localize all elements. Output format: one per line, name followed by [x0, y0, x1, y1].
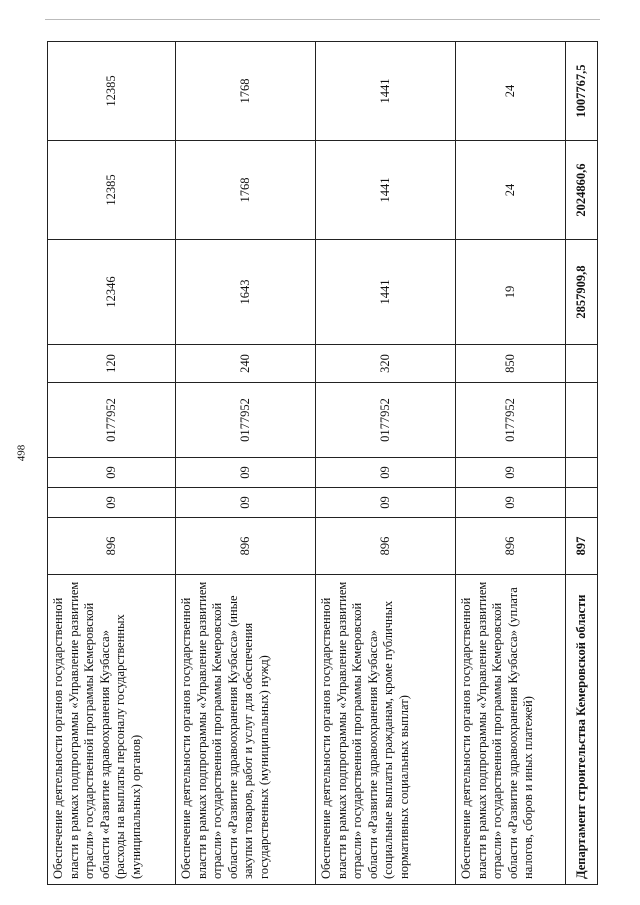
subsection-code: 09: [48, 458, 176, 488]
row-description: Обеспечение деятельности органов государственной власти в рамках подпрограммы «Управление развитием отрасли» государственной программы Кемеровской области «Развитие здравоохранения Кузбасса» (уплата налогов, сборов и иных платежей): [456, 575, 566, 885]
expense-type-code: 120: [48, 345, 176, 383]
table-row: [316, 42, 456, 885]
subsection-code: 09: [316, 458, 456, 488]
ministry-code: 896: [48, 518, 176, 575]
ministry-code: 896: [176, 518, 316, 575]
amount-2: 2024860,6: [566, 141, 598, 240]
amount-1: 12346: [48, 240, 176, 345]
subsection-code: 09: [176, 458, 316, 488]
section-code: [566, 488, 598, 518]
amount-3: 12385: [48, 42, 176, 141]
amount-1: 19: [456, 240, 566, 345]
table-row-department-total: [566, 42, 598, 885]
amount-2: 24: [456, 141, 566, 240]
amount-3: 1441: [316, 42, 456, 141]
target-article-code: [566, 383, 598, 458]
amount-2: 1441: [316, 141, 456, 240]
ministry-code: 897: [566, 518, 598, 575]
amount-1: 2857909,8: [566, 240, 598, 345]
table-row: [176, 42, 316, 885]
target-article-code: 0177952: [176, 383, 316, 458]
expense-type-code: [566, 345, 598, 383]
section-code: 09: [48, 488, 176, 518]
table-row: [456, 42, 566, 885]
row-description: Обеспечение деятельности органов государственной власти в рамках подпрограммы «Управление развитием отрасли» государственной программы Кемеровской области «Развитие здравоохранения Кузбасса» (социальные выплаты гражданам, кроме публичных нормативных социальных выплат): [316, 575, 456, 885]
rotated-table-container: [47, 42, 597, 885]
target-article-code: 0177952: [48, 383, 176, 458]
expense-type-code: 240: [176, 345, 316, 383]
subsection-code: 09: [456, 458, 566, 488]
section-code: 09: [456, 488, 566, 518]
section-code: 09: [316, 488, 456, 518]
section-code: 09: [176, 488, 316, 518]
ministry-code: 896: [456, 518, 566, 575]
amount-3: 1768: [176, 42, 316, 141]
row-description: Обеспечение деятельности органов государственной власти в рамках подпрограммы «Управление развитием отрасли» государственной программы Кемеровской области «Развитие здравоохранения Кузбасса» (иные закупки товаров, работ и услуг для обеспечения государственных (муниципальных) нужд): [176, 575, 316, 885]
amount-3: 1007767,5: [566, 42, 598, 141]
page-number: 498: [15, 444, 27, 461]
row-description: Обеспечение деятельности органов государственной власти в рамках подпрограммы «Управление развитием отрасли» государственной программы Кемеровской области «Развитие здравоохранения Кузбасса» (расходы на выплаты персоналу государственных (муниципальных) органов): [48, 575, 176, 885]
amount-2: 1768: [176, 141, 316, 240]
top-rule: [45, 19, 600, 20]
expense-type-code: 320: [316, 345, 456, 383]
amount-1: 1643: [176, 240, 316, 345]
target-article-code: 0177952: [456, 383, 566, 458]
budget-table: [47, 41, 598, 885]
table-row: [48, 42, 176, 885]
department-name: Департамент строительства Кемеровской области: [566, 575, 598, 885]
page-number-column: [0, 0, 42, 905]
target-article-code: 0177952: [316, 383, 456, 458]
amount-3: 24: [456, 42, 566, 141]
amount-2: 12385: [48, 141, 176, 240]
amount-1: 1441: [316, 240, 456, 345]
expense-type-code: 850: [456, 345, 566, 383]
subsection-code: [566, 458, 598, 488]
ministry-code: 896: [316, 518, 456, 575]
